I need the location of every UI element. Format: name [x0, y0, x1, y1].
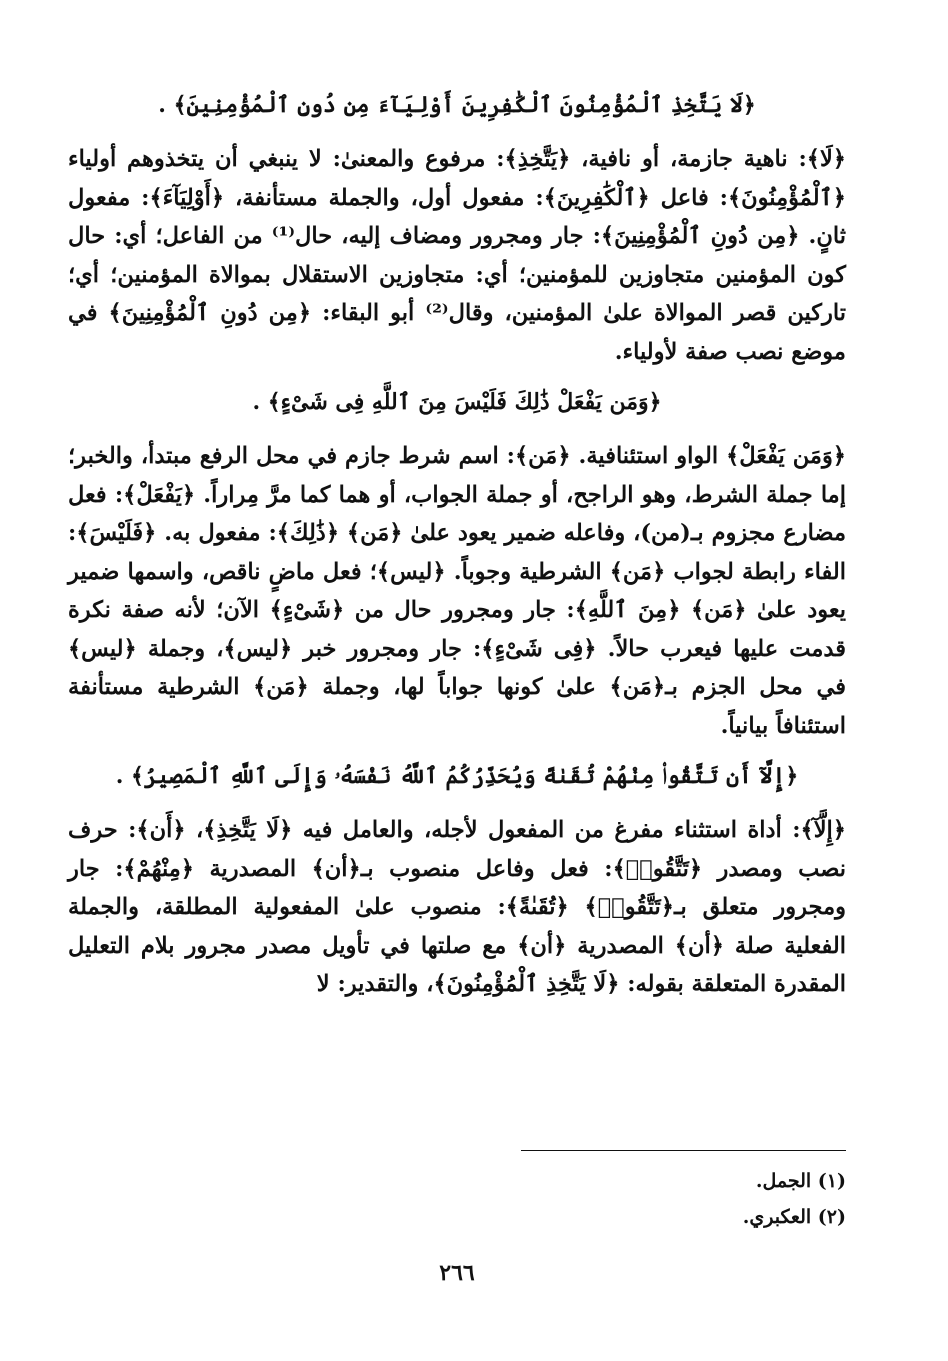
quran-verse-3: ﴿إِلَّآ أَن تَتَّقُوا۟ مِنْهُمْ تُقَىٰةً وَيُحَذِّرُكُمُ ٱللَّهُ نَفْسَهُۥ وَإِلَى ٱللَّهِ ٱلْمَصِيرُ﴾ . — [115, 763, 799, 789]
quran-verse-1: ﴿لَا يَتَّخِذِ ٱلْمُؤْمِنُونَ ٱلْكَٰفِرِينَ أَوْلِيَآءَ مِن دُونِ ٱلْمُؤْمِنِينَ﴾ . — [158, 92, 756, 118]
page-number: ٢٦٦ — [439, 1260, 475, 1286]
commentary-paragraph-1: ﴿لَا﴾: ناهية جازمة، أو نافية، ﴿يَتَّخِذِ﴾: مرفوع والمعنىٰ: لا ينبغي أن يتخذوهم أولياء ﴿ٱلْمُؤْمِنُونَ﴾: فاعل ﴿ٱلْكَٰفِرِينَ﴾: مفعول أول، والجملة مستأنفة، ﴿أَوْلِيَآءَ﴾: مفعول ثانٍ. ﴿مِن دُونِ ٱلْمُؤْمِنِينَ﴾: جار ومجرور ومضاف إليه، حال⁽¹⁾ من الفاعل؛ أي: حال كون المؤمنين متجاوزين للمؤمنين؛ أي: متجاوزين الاستقلال بموالاة المؤمنين؛ أي؛ تاركين قصر الموالاة علىٰ المؤمنين، وقال⁽²⁾ أبو البقاء: ﴿مِن دُونِ ٱلْمُؤْمِنِينَ﴾ في موضع نصب صفة لأولياء. — [68, 146, 846, 365]
commentary-paragraph-2: ﴿وَمَن يَفْعَلْ﴾ الواو استئنافية. ﴿مَن﴾: اسم شرط جازم في محل الرفع مبتدأ، والخبر؛ إما جملة الشرط، وهو الراجح، أو جملة الجواب، أو هما كما مرَّ مِراراً. ﴿يَفْعَلْ﴾: فعل مضارع مجزوم بـ(من)، وفاعله ضمير يعود علىٰ ﴿مَن﴾ ﴿ذَٰلِكَ﴾: مفعول به. ﴿فَلَيْسَ﴾: الفاء رابطة لجواب ﴿مَن﴾ الشرطية وجوباً. ﴿ليس﴾؛ فعل ماضٍ ناقص، واسمها ضمير يعود علىٰ ﴿مَن﴾ ﴿مِنَ ٱللَّهِ﴾: جار ومجرور حال من ﴿شَىْءٍ﴾ الآن؛ لأنه صفة نكرة قدمت عليها فيعرب حالاً. ﴿فِى شَىْءٍ﴾: جار ومجرور خبر ﴿ليس﴾، وجملة ﴿ليس﴾ في محل الجزم بـ﴿مَن﴾ علىٰ كونها جواباً لها، وجملة ﴿مَن﴾ الشرطية مستأنفة استئنافاً بيانياً. — [68, 443, 846, 739]
footnote-1: (١) الجمل. — [755, 1170, 846, 1192]
footnotes — [446, 1163, 846, 1235]
footnote-2: (٢) العكبري. — [742, 1206, 846, 1228]
page-content — [68, 78, 846, 1286]
footnote-divider — [521, 1150, 846, 1151]
quran-verse-2: ﴿وَمَن يَفْعَلْ ذَٰلِكَ فَلَيْسَ مِنَ ٱللَّهِ فِى شَىْءٍ﴾ . — [252, 389, 662, 415]
commentary-paragraph-3: ﴿إِلَّآ﴾: أداة استثناء مفرغ من المفعول لأجله، والعامل فيه ﴿لَا يَتَّخِذِ﴾، ﴿أَن﴾: حرف نصب ومصدر ﴿تَتَّقُوا۟﴾: فعل وفاعل منصوب بـ﴿أن﴾ المصدرية ﴿مِنْهُمْ﴾: جار ومجرور متعلق بـ﴿تَتَّقُوا۟﴾ ﴿تُقَىٰةً﴾: منصوب علىٰ المفعولية المطلقة، والجملة الفعلية صلة ﴿أن﴾ المصدرية ﴿أن﴾ مع صلتها في تأويل مصدر مجرور بلام التعليل المقدرة المتعلقة بقوله: ﴿لَا يَتَّخِذِ ٱلْمُؤْمِنُونَ﴾، والتقدير: لا — [68, 817, 846, 997]
